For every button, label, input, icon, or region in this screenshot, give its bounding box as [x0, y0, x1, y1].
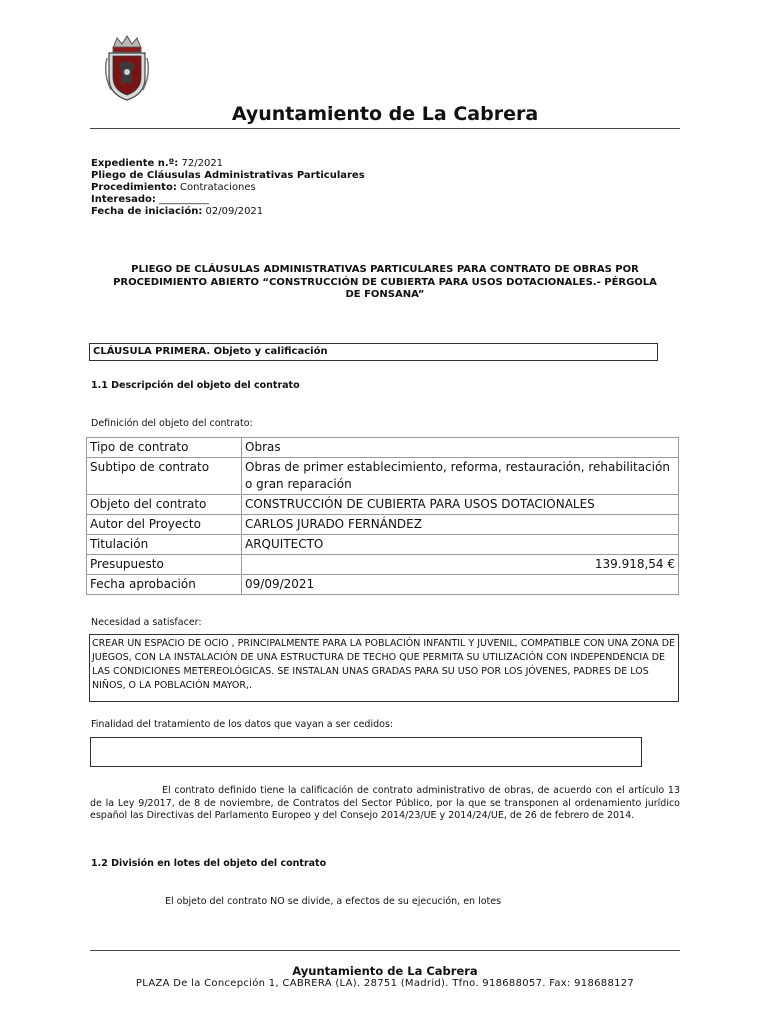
footer-title: Ayuntamiento de La Cabrera [292, 964, 478, 978]
spec-label: Objeto del contrato [87, 495, 242, 515]
fecha-value: 02/09/2021 [205, 206, 264, 217]
finalidad-field [90, 737, 642, 767]
spec-row [87, 535, 679, 555]
spec-value: Obras [242, 438, 679, 458]
document-title-line: PLIEGO DE CLÁUSULAS ADMINISTRATIVAS PARTICULARES PARA CONTRATO DE OBRAS POR [131, 264, 639, 275]
spec-label: Subtipo de contrato [87, 458, 242, 495]
spec-row [87, 495, 679, 515]
footer-address: PLAZA De la Concepción 1, CABRERA (LA). 28751 (Madrid). Tfno. 918688057. Fax: 918688127 [135, 978, 635, 989]
spec-row [87, 575, 679, 595]
expediente-label: Expediente n.º: [91, 158, 179, 169]
spec-value: Obras de primer establecimiento, reforma, restauración, rehabilitación o gran reparación [242, 458, 679, 495]
expediente-value: 72/2021 [181, 158, 224, 169]
procedimiento-label: Procedimiento: [91, 182, 177, 193]
header-divider [90, 128, 680, 129]
spec-label: Titulación [87, 535, 242, 555]
spec-row [87, 515, 679, 535]
document-title-line: DE FONSANA” [345, 289, 425, 300]
necesidad-text: CREAR UN ESPACIO DE OCIO , PRINCIPALMENTE PARA LA POBLACIÓN INFANTIL Y JUVENIL, COMPATIBLE CON UNA ZONA DE JUEGOS, CON LA INSTALACIÓN DE UNA ESTRUCTURA DE TECHO QUE PERMITA SU UTILIZACIÓN CON INDEPENDENCIA DE LAS CONDICIONES METEREOLÓGICAS. SE INSTALAN UNAS GRADAS PARA SU USO POR LOS JÓVENES, PADRES DE LOS NIÑOS, O LA POBLACIÓN MAYOR,. [89, 634, 679, 702]
spec-row [87, 438, 679, 458]
finalidad-label: Finalidad del tratamiento de los datos que vayan a ser cedidos: [91, 719, 394, 730]
interesado-row [91, 194, 365, 206]
document-metadata [91, 158, 365, 218]
spec-value: ARQUITECTO [242, 535, 679, 555]
fecha-label: Fecha de iniciación: [91, 206, 203, 217]
procedimiento-row [91, 182, 365, 194]
pliego-row [91, 170, 365, 182]
lotes-paragraph: El objeto del contrato NO se divide, a efectos de su ejecución, en lotes [165, 896, 502, 907]
fecha-row [91, 206, 365, 218]
document-title [90, 264, 680, 302]
necesidad-label: Necesidad a satisfacer: [91, 617, 202, 628]
footer-divider [90, 950, 680, 951]
spec-label: Autor del Proyecto [87, 515, 242, 535]
spec-value: CARLOS JURADO FERNÁNDEZ [242, 515, 679, 535]
interesado-value: __________ [159, 194, 210, 205]
procedimiento-value: Contrataciones [180, 182, 256, 193]
contract-spec-table [86, 437, 679, 595]
spec-value: 09/09/2021 [242, 575, 679, 595]
interesado-label: Interesado: [91, 194, 156, 205]
spec-row [87, 458, 679, 495]
definition-label: Definición del objeto del contrato: [91, 418, 253, 429]
spec-row [87, 555, 679, 575]
section-heading-1-2: 1.2 División en lotes del objeto del contrato [91, 858, 327, 869]
section-heading-1-1: 1.1 Descripción del objeto del contrato [91, 380, 300, 391]
pliego-label: Pliego de Cláusulas Administrativas Particulares [91, 170, 365, 181]
calificacion-paragraph: El contrato definido tiene la calificación de contrato administrativo de obras, de acuerdo con el artículo 13 de la Ley 9/2017, de 8 de noviembre, de Contratos del Sector Público, por la que se transponen al ordenamiento jurídico español las Directivas del Parlamento Europeo y del Consejo 2014/23/UE y 2014/24/UE, de 26 de febrero de 2014. [90, 785, 680, 821]
coat-of-arms-icon [103, 34, 151, 102]
clause-heading: CLÁUSULA PRIMERA. Objeto y calificación [89, 343, 658, 361]
spec-label: Fecha aprobación [87, 575, 242, 595]
spec-value: 139.918,54 € [242, 555, 679, 575]
expediente-row [91, 158, 365, 170]
document-title-line: PROCEDIMIENTO ABIERTO “CONSTRUCCIÓN DE CUBIERTA PARA USOS DOTACIONALES.- PÉRGOLA [113, 276, 657, 288]
spec-label: Tipo de contrato [87, 438, 242, 458]
spec-label: Presupuesto [87, 555, 242, 575]
spec-value: CONSTRUCCIÓN DE CUBIERTA PARA USOS DOTACIONALES [242, 495, 679, 515]
header-title: Ayuntamiento de La Cabrera [231, 103, 539, 125]
